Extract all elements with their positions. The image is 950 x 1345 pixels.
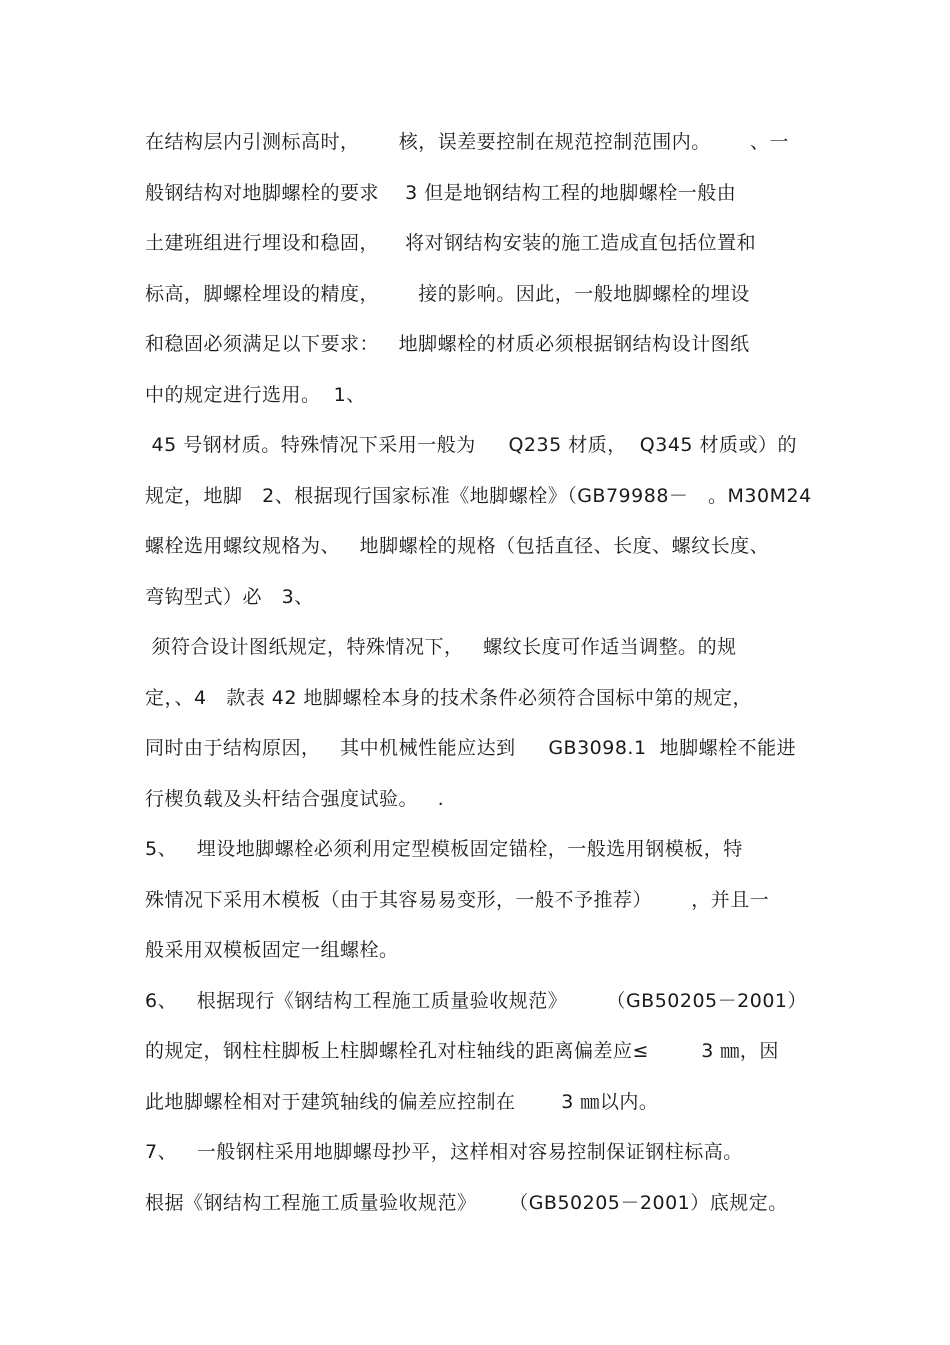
text-line: 根据《钢结构工程施工质量验收规范》 （GB50205－2001）底规定。 xyxy=(145,1191,788,1214)
text-line: 殊情况下采用木模板（由于其容易易变形，一般不予推荐） ，并且一 xyxy=(145,888,770,911)
text-line: 行楔负载及头杆结合强度试验。 . xyxy=(145,787,445,810)
text-line: 中的规定进行选用。 1、 xyxy=(145,383,366,406)
text-line: 5、 埋设地脚螺栓必须利用定型模板固定锚栓，一般选用钢模板，特 xyxy=(145,838,743,860)
text-line: 定，、4 款表 42 地脚螺栓本身的技术条件必须符合国标中第的规定， xyxy=(145,686,752,709)
text-line: 和稳固必须满足以下要求： 地脚螺栓的材质必须根据钢结构设计图纸 xyxy=(145,333,750,355)
text-line: 土建班组进行埋设和稳固， 将对钢结构安装的施工造成直包括位置和 xyxy=(145,232,757,254)
text-line: 螺栓选用螺纹规格为、 地脚螺栓的规格（包括直径、长度、螺纹长度、 xyxy=(145,535,770,557)
text-line: 在结构层内引测标高时， 核，误差要控制在规范控制范围内。 、一 xyxy=(145,131,789,153)
text-line: 7、 一般钢柱采用地脚螺母抄平，这样相对容易控制保证钢柱标高。 xyxy=(145,1141,743,1163)
text-line: 标高，脚螺栓埋设的精度， 接的影响。因此，一般地脚螺栓的埋设 xyxy=(145,282,750,305)
text-line: 的规定，钢柱柱脚板上柱脚螺栓孔对柱轴线的距离偏差应≤ 3 ㎜，因 xyxy=(145,1040,779,1062)
text-line: 般采用双模板固定一组螺栓。 xyxy=(145,939,399,961)
text-line: 同时由于结构原因， 其中机械性能应达到 GB3098.1 地脚螺栓不能进 xyxy=(145,737,797,759)
text-line: 须符合设计图纸规定，特殊情况下， 螺纹长度可作适当调整。的规 xyxy=(145,636,737,658)
body-text xyxy=(145,120,845,1231)
text-line: 此地脚螺栓相对于建筑轴线的偏差应控制在 3 ㎜以内。 xyxy=(145,1090,659,1113)
text-line: 弯钩型式）必 3、 xyxy=(145,585,314,608)
text-line: 般钢结构对地脚螺栓的要求 3 但是地钢结构工程的地脚螺栓一般由 xyxy=(145,181,737,204)
text-line: 6、 根据现行《钢结构工程施工质量验收规范》 （GB50205－2001） xyxy=(145,989,807,1012)
text-line: 45 号钢材质。特殊情况下采用一般为 Q235 材质， Q345 材质或）的 xyxy=(145,434,798,456)
text-line: 规定，地脚 2、根据现行国家标准《地脚螺栓》（GB79988－ 。M30M24 xyxy=(145,484,812,507)
